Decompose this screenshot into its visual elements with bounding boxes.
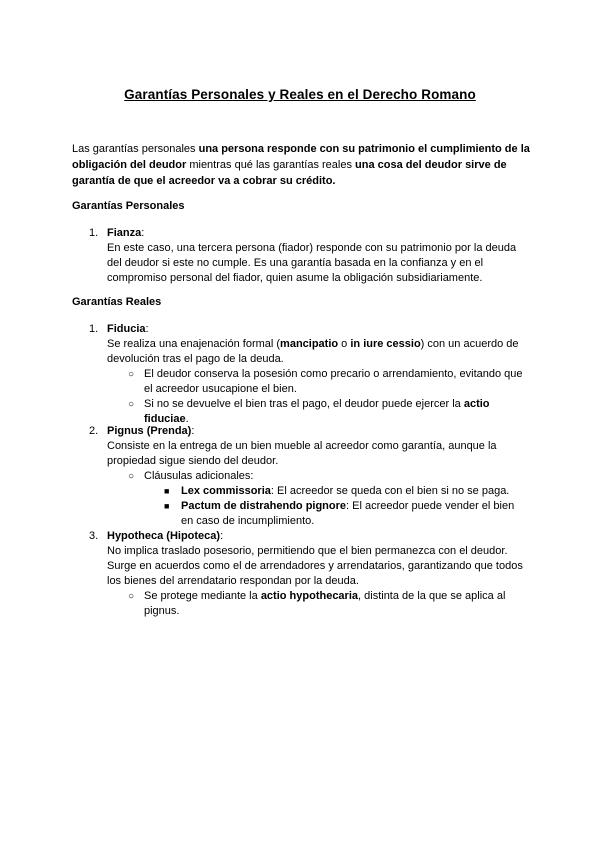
hypotheca-description: No implica traslado posesorio, permitiendo que el bien permanezca con el deudor. Surge en acuerdos como el de arrendadores y arrendatarios, garantizando que todos los bienes del arrendatario respondan por la deuda.: [107, 545, 523, 587]
intro-paragraph: [72, 141, 532, 189]
square-bullet-item: [107, 499, 528, 529]
term-hypotheca: Hypotheca (Hipoteca): [107, 530, 221, 542]
intro-text-1: Las garantías personales: [72, 143, 199, 155]
intro-bold-2: una cosa del deudor sirve de garantía de que el acreedor va a cobrar su crédito.: [72, 159, 507, 187]
sub-bullet-text: Si no se devuelve el bien tras el pago, el deudor puede ejercer la: [144, 398, 464, 410]
sub-bullet-item: [107, 367, 528, 397]
intro-text-2: mientras qué las garantías reales: [186, 159, 356, 171]
term-colon: :: [141, 227, 145, 239]
list-number: 2.: [89, 425, 99, 437]
hollow-circle-bullet-icon: ○: [128, 591, 135, 602]
term-colon: :: [191, 425, 195, 437]
heading-garantias-reales: Garantías Reales: [72, 296, 162, 308]
fiducia-text: ) con un acuerdo de devolución tras el pago de la deuda.: [107, 338, 519, 365]
term-in-iure-cessio: in iure cessio: [350, 338, 421, 350]
list-number: 1.: [89, 323, 99, 335]
hollow-circle-bullet-icon: ○: [128, 369, 135, 380]
term-fiducia: Fiducia: [107, 323, 146, 335]
term-actio-hypothecaria: actio hypothecaria: [260, 590, 359, 602]
clause-text: : El acreedor se queda con el bien si no se paga.: [270, 485, 510, 497]
clause-text: : El acreedor puede vender el bien en caso de incumplimiento.: [181, 500, 515, 527]
filled-square-bullet-icon: ■: [164, 501, 170, 511]
intro-bold-1: una persona responde con su patrimonio el cumplimiento de la obligación del deudor: [72, 143, 530, 171]
fiducia-description: [107, 337, 528, 367]
term-pignus: Pignus (Prenda): [107, 425, 192, 437]
sub-bullet-text: El deudor conserva la posesión como precario o arrendamiento, evitando que el acreedor usucapione el bien.: [144, 368, 523, 395]
term-fianza: Fianza: [107, 227, 142, 239]
filled-square-bullet-icon: ■: [164, 486, 170, 496]
hollow-circle-bullet-icon: ○: [128, 399, 135, 410]
sub-bullet-text: Se protege mediante la: [144, 590, 261, 602]
sub-bullet-text: Cláusulas adicionales:: [144, 470, 254, 482]
sub-bullet-item: [107, 397, 528, 427]
pignus-description: Consiste en la entrega de un bien mueble al acreedor como garantía, aunque la propiedad sigue siendo del deudor.: [107, 440, 497, 467]
term-pactum-de-distrahendo-pignore: Pactum de distrahendo pignore: [181, 500, 347, 512]
list-item-body: [107, 226, 528, 286]
term-mancipatio: mancipatio: [280, 338, 339, 350]
term-actio-fiduciae: actio fiduciae: [144, 398, 490, 425]
sub-bullet-item: [107, 469, 528, 484]
fiducia-text: Se realiza una enajenación formal (: [107, 338, 281, 350]
sub-bullet-text: , distinta de la que se aplica al pignus.: [144, 590, 506, 617]
fianza-description: En este caso, una tercera persona (fiador) responde con su patrimonio por la deuda del deudor si este no cumple. Es una garantía basada en la confianza y en el compromiso personal del fiador, quien asume la obligación subsidiariamente.: [107, 242, 517, 284]
hollow-circle-bullet-icon: ○: [128, 471, 135, 482]
list-item-body: [107, 322, 528, 427]
term-colon: :: [220, 530, 224, 542]
list-number: 1.: [89, 227, 99, 239]
fiducia-text: o: [338, 338, 351, 350]
sub-bullet-text: .: [185, 413, 189, 425]
document-title: Garantías Personales y Reales en el Derecho Romano: [124, 87, 476, 102]
heading-garantias-personales: Garantías Personales: [72, 200, 185, 212]
list-item-body: [107, 424, 528, 529]
term-lex-commissoria: Lex commissoria: [181, 485, 271, 497]
term-colon: :: [145, 323, 149, 335]
sub-bullet-item: [107, 589, 528, 619]
list-number: 3.: [89, 530, 99, 542]
square-bullet-item: [107, 484, 528, 499]
list-item-body: [107, 529, 528, 619]
